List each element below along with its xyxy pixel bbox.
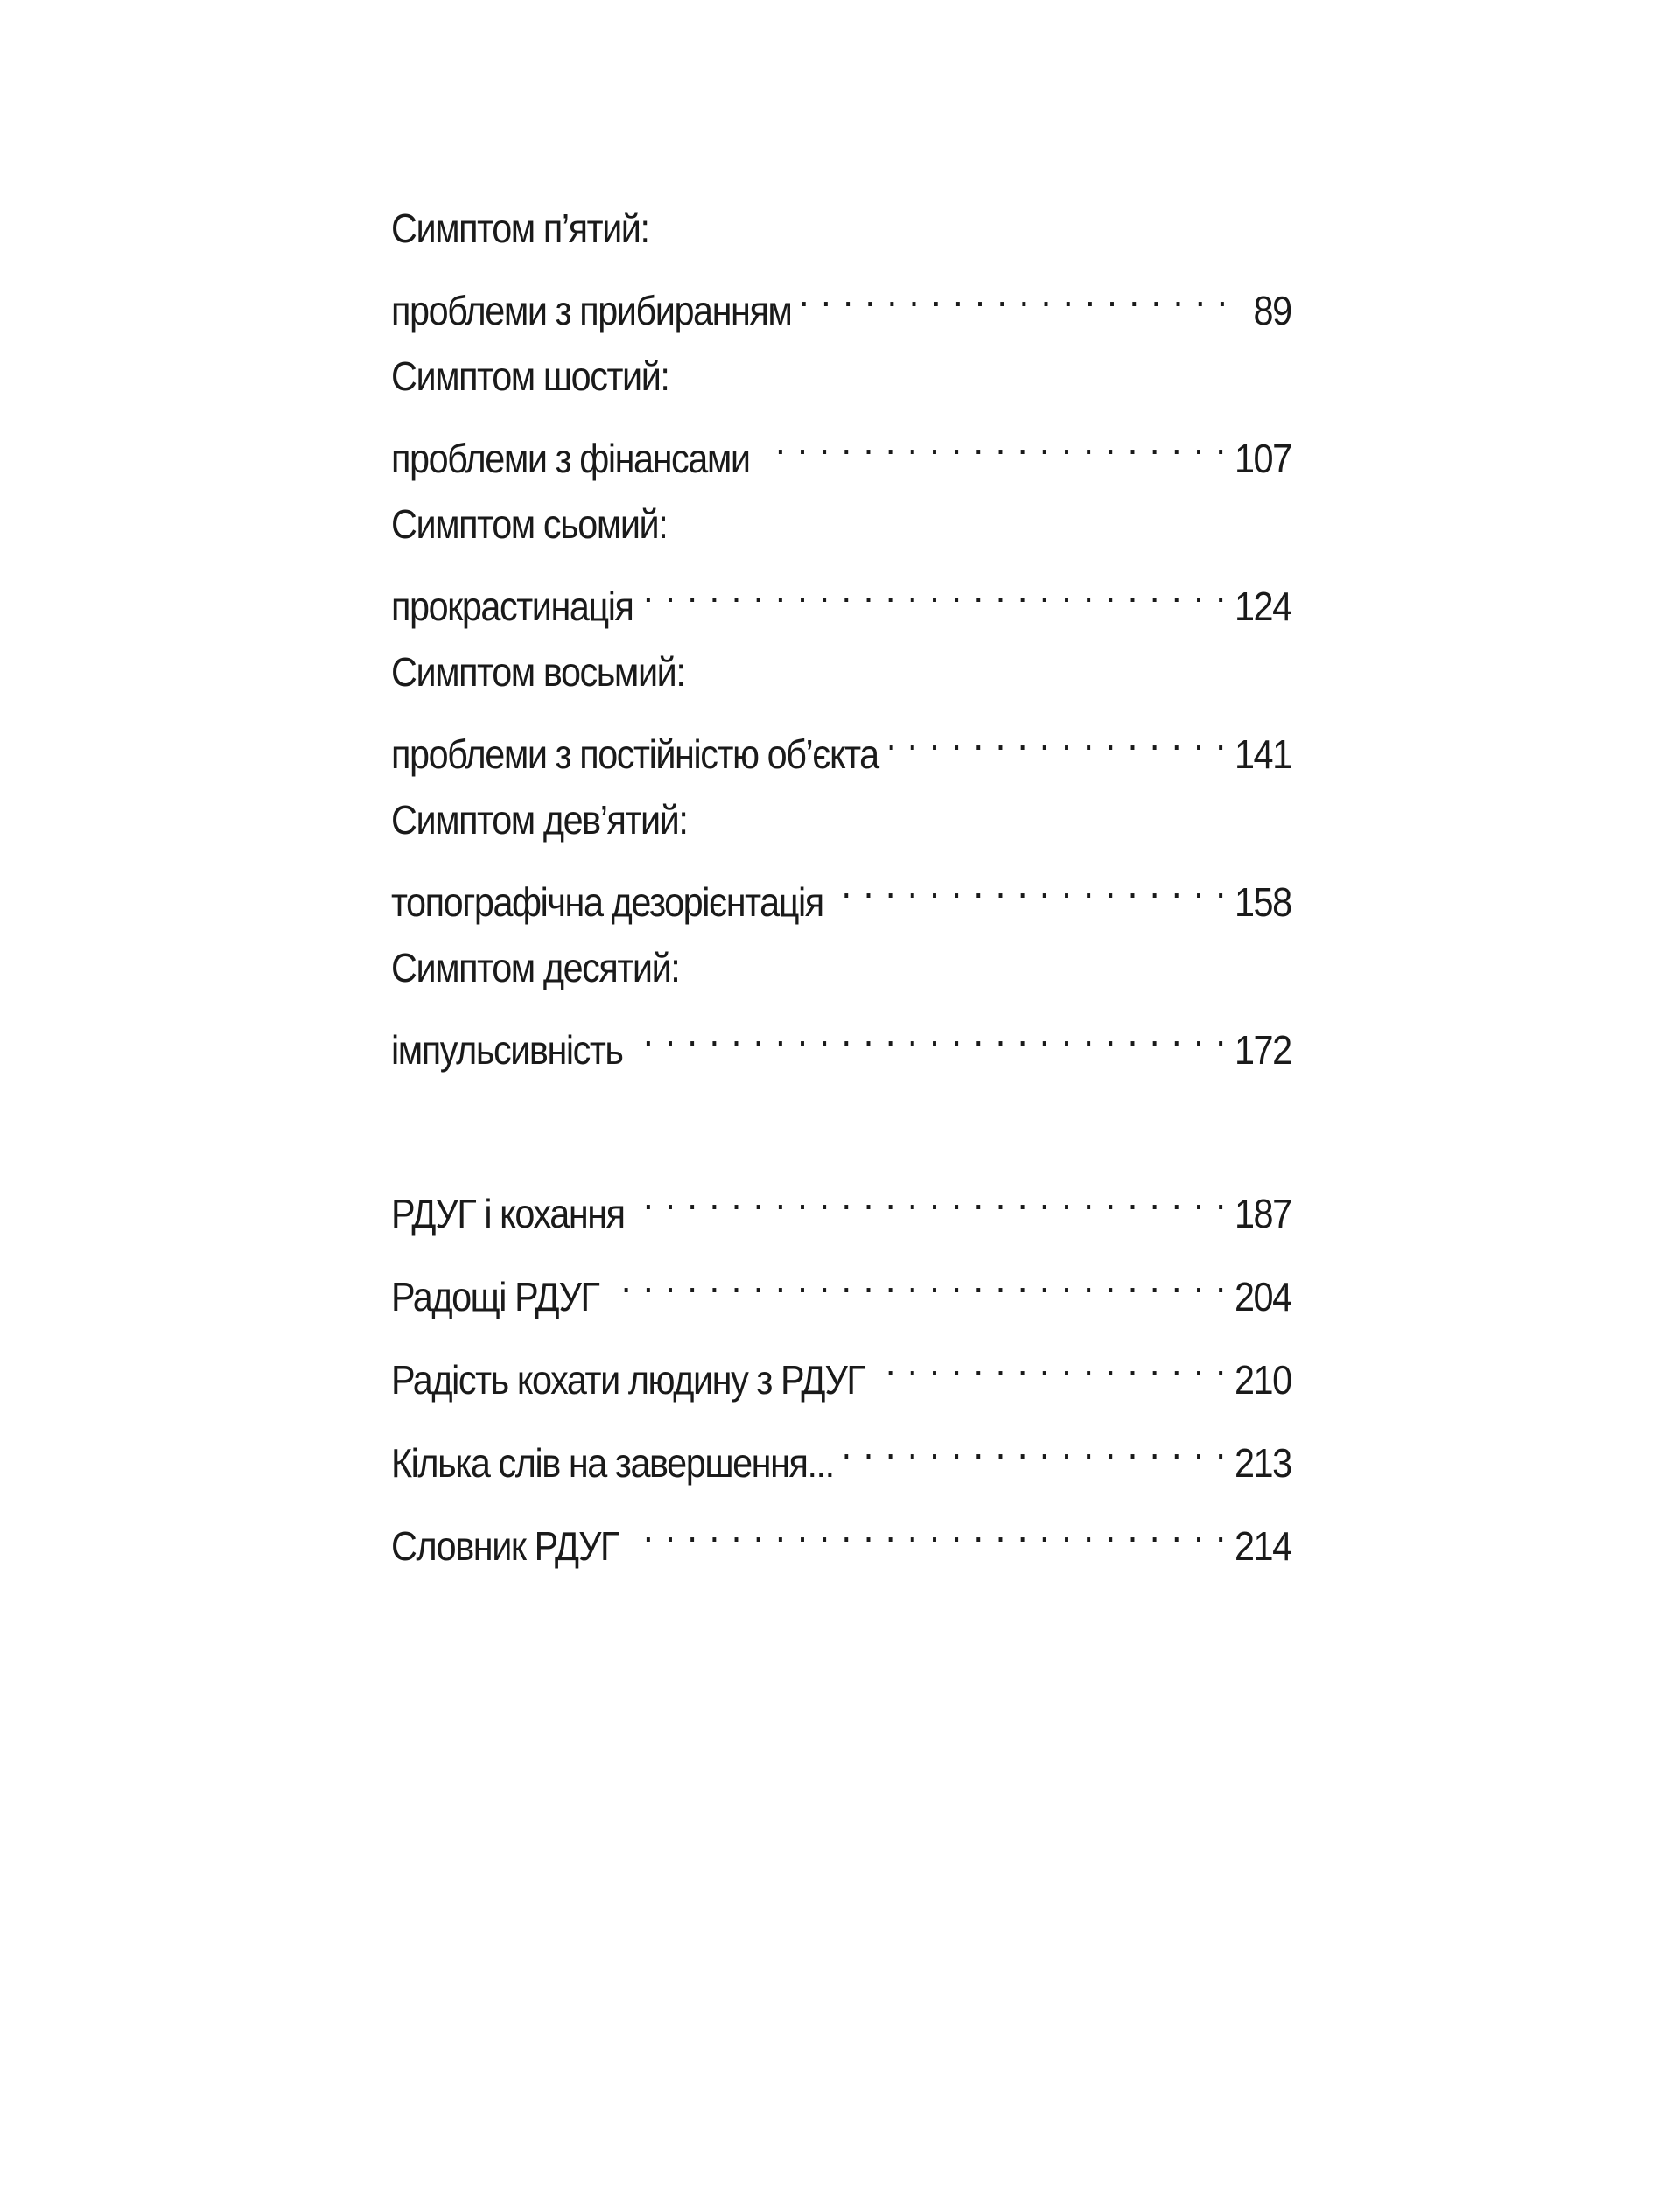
entry-title-row <box>391 1247 1292 1319</box>
page-number: 107 <box>1234 436 1292 481</box>
toc-entry-adhd-and-love[interactable] <box>391 1164 1391 1247</box>
entry-title-row <box>391 1413 1292 1486</box>
dot-leader <box>610 1247 1227 1311</box>
entry-title: проблеми з постійністю об’єкта <box>391 731 878 777</box>
entry-heading: Симптом сьомий: <box>391 501 668 547</box>
toc-entry-glossary[interactable] <box>391 1496 1391 1579</box>
dot-leader <box>889 704 1227 768</box>
entry-title: Словник РДУГ <box>391 1523 619 1569</box>
entry-title: РДУГ і кохання <box>391 1191 625 1236</box>
toc-entry-symptom-10[interactable] <box>391 936 1391 1084</box>
page-number: 158 <box>1234 879 1292 925</box>
extras-section <box>391 1164 1391 1579</box>
entry-title: топографічна дезорієнтація <box>391 879 823 925</box>
toc-entry-closing-words[interactable] <box>391 1413 1391 1496</box>
entry-heading: Симптом десятий: <box>391 945 680 990</box>
toc-entry-joy-of-loving[interactable] <box>391 1330 1391 1413</box>
entry-title: проблеми з фінансами <box>391 436 750 481</box>
toc-entry-symptom-5[interactable] <box>391 197 1391 345</box>
entry-title-row <box>391 1330 1292 1403</box>
toc-entry-joys-of-adhd[interactable] <box>391 1247 1391 1330</box>
page-number: 172 <box>1234 1027 1292 1073</box>
dot-leader <box>635 1164 1227 1228</box>
entry-heading: Симптом шостий: <box>391 353 669 399</box>
toc-entry-symptom-9[interactable] <box>391 788 1391 936</box>
entry-title: Радість кохати людину з РДУГ <box>391 1357 865 1403</box>
entry-title: імпульсивність <box>391 1027 623 1073</box>
dot-leader <box>834 852 1227 916</box>
page-number: 124 <box>1234 584 1292 629</box>
page-number: 187 <box>1234 1191 1292 1236</box>
dot-leader <box>644 556 1227 620</box>
page-number: 204 <box>1234 1274 1292 1319</box>
toc-entry-symptom-7[interactable] <box>391 493 1391 640</box>
dot-leader <box>844 1413 1227 1477</box>
entry-title-row <box>391 409 1292 481</box>
toc-entry-symptom-6[interactable] <box>391 345 1391 493</box>
page-number: 89 <box>1253 288 1292 333</box>
entry-heading: Симптом п’ятий: <box>391 206 649 251</box>
entry-title-row <box>391 704 1292 777</box>
toc-entry-symptom-8[interactable] <box>391 640 1391 788</box>
page-number: 214 <box>1234 1523 1292 1569</box>
entry-title-row <box>391 261 1292 333</box>
symptoms-section <box>391 197 1391 1084</box>
entry-title: Кілька слів на завершення... <box>391 1440 834 1486</box>
dot-leader <box>760 409 1227 472</box>
entry-title-row <box>391 1164 1292 1236</box>
dot-leader <box>634 1000 1227 1064</box>
entry-title: проблеми з прибиранням <box>391 288 792 333</box>
entry-heading: Симптом восьмий: <box>391 649 685 695</box>
entry-title-row <box>391 556 1292 629</box>
entry-title: Радощі РДУГ <box>391 1274 599 1319</box>
dot-leader <box>630 1496 1227 1560</box>
entry-title-row <box>391 1000 1292 1073</box>
table-of-contents-page <box>391 0 1391 2197</box>
entry-title-row <box>391 1496 1292 1569</box>
page-number: 210 <box>1234 1357 1292 1403</box>
dot-leader <box>876 1330 1227 1394</box>
entry-title-row <box>391 852 1292 925</box>
page-number: 213 <box>1234 1440 1292 1486</box>
page-number: 141 <box>1234 731 1292 777</box>
entry-title: прокрастинація <box>391 584 634 629</box>
entry-heading: Симптом дев’ятий: <box>391 797 688 843</box>
dot-leader <box>802 261 1228 325</box>
